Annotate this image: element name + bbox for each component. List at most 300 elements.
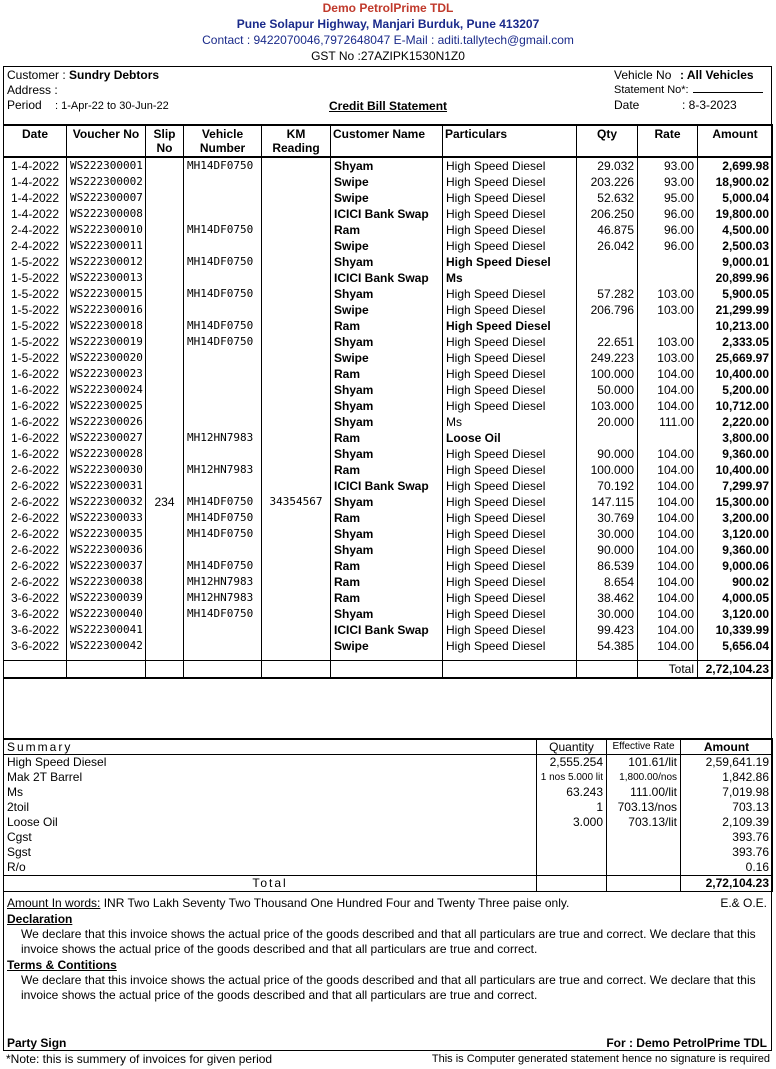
summary-cell-item: Cgst <box>4 830 537 845</box>
cell-date: 2-6-2022 <box>4 494 67 510</box>
cell-voucher: WS222300010 <box>67 222 146 238</box>
cell-amount: 3,200.00 <box>698 510 773 526</box>
cell-vehicle <box>184 398 262 414</box>
party-sign: Party Sign <box>7 1036 67 1050</box>
table-row <box>4 638 773 654</box>
cell-km <box>262 638 331 654</box>
items-table <box>3 124 773 679</box>
summary-cell-item: R/o <box>4 860 537 876</box>
cell-customer: Shyam <box>331 606 443 622</box>
cell-particulars: High Speed Diesel <box>443 206 577 222</box>
cell-particulars: High Speed Diesel <box>443 190 577 206</box>
cell-voucher: WS222300015 <box>67 286 146 302</box>
cell-amount: 5,200.00 <box>698 382 773 398</box>
document-title: Credit Bill Statement <box>329 99 448 113</box>
table-row <box>4 398 773 414</box>
summary-col-quantity: Quantity <box>537 739 607 755</box>
cell-amount: 20,899.96 <box>698 270 773 286</box>
cell-customer: Ram <box>331 510 443 526</box>
signature-row <box>7 1036 767 1051</box>
summary-cell-rate <box>607 845 681 860</box>
total-empty-cell <box>184 661 262 679</box>
terms-section <box>7 958 767 1003</box>
col-date: Date <box>4 125 67 157</box>
cell-km <box>262 430 331 446</box>
cell-vehicle <box>184 206 262 222</box>
table-row <box>4 462 773 478</box>
cell-particulars: High Speed Diesel <box>443 174 577 190</box>
cell-rate: 93.00 <box>638 157 698 174</box>
cell-particulars: High Speed Diesel <box>443 478 577 494</box>
cell-voucher: WS222300011 <box>67 238 146 254</box>
customer-label: Customer : <box>7 68 66 82</box>
summary-cell-item: High Speed Diesel <box>4 755 537 771</box>
cell-particulars: High Speed Diesel <box>443 590 577 606</box>
table-row <box>4 510 773 526</box>
cell-km <box>262 526 331 542</box>
cell-km <box>262 606 331 622</box>
cell-rate: 104.00 <box>638 382 698 398</box>
cell-particulars: High Speed Diesel <box>443 542 577 558</box>
table-row <box>4 414 773 430</box>
cell-rate: 93.00 <box>638 174 698 190</box>
summary-cell-amount: 0.16 <box>681 860 773 876</box>
cell-date: 1-6-2022 <box>4 382 67 398</box>
summary-cell-quantity: 3.000 <box>537 815 607 830</box>
cell-customer: Shyam <box>331 334 443 350</box>
summary-cell-amount: 703.13 <box>681 800 773 815</box>
col-km: KM Reading <box>262 125 331 157</box>
cell-date: 1-4-2022 <box>4 206 67 222</box>
period-label: Period <box>7 98 42 112</box>
words-value: INR Two Lakh Seventy Two Thousand One Hundred Four and Twenty Three paise only. <box>103 896 570 910</box>
table-row <box>4 302 773 318</box>
cell-vehicle: MH12HN7983 <box>184 462 262 478</box>
cell-qty: 26.042 <box>577 238 638 254</box>
summary-cell-quantity: 2,555.254 <box>537 755 607 771</box>
cell-qty: 100.000 <box>577 462 638 478</box>
cell-rate <box>638 270 698 286</box>
cell-vehicle <box>184 382 262 398</box>
cell-slip <box>146 382 184 398</box>
cell-amount: 5,000.04 <box>698 190 773 206</box>
cell-slip <box>146 510 184 526</box>
cell-customer: Shyam <box>331 286 443 302</box>
cell-rate: 104.00 <box>638 622 698 638</box>
computer-note: This is Computer generated statement hence no signature is required <box>431 1053 770 1065</box>
cell-customer: Shyam <box>331 382 443 398</box>
cell-particulars: High Speed Diesel <box>443 606 577 622</box>
table-row <box>4 270 773 286</box>
cell-particulars: High Speed Diesel <box>443 558 577 574</box>
summary-cell-rate <box>607 830 681 845</box>
cell-customer: ICICI Bank Swap <box>331 622 443 638</box>
cell-qty: 249.223 <box>577 350 638 366</box>
cell-customer: Ram <box>331 430 443 446</box>
cell-customer: ICICI Bank Swap <box>331 270 443 286</box>
cell-slip <box>146 302 184 318</box>
document-header <box>0 0 776 64</box>
gst-number: GST No :27AZIPK1530N1Z0 <box>311 49 465 63</box>
cell-qty: 86.539 <box>577 558 638 574</box>
table-row <box>4 174 773 190</box>
table-row <box>4 446 773 462</box>
cell-voucher: WS222300018 <box>67 318 146 334</box>
cell-slip <box>146 206 184 222</box>
cell-customer: Ram <box>331 222 443 238</box>
cell-slip <box>146 254 184 270</box>
summary-table <box>3 738 773 892</box>
cell-vehicle <box>184 478 262 494</box>
cell-particulars: High Speed Diesel <box>443 510 577 526</box>
cell-slip <box>146 638 184 654</box>
cell-slip <box>146 190 184 206</box>
summary-cell-amount: 2,109.39 <box>681 815 773 830</box>
cell-slip <box>146 366 184 382</box>
table-row <box>4 254 773 270</box>
cell-rate: 96.00 <box>638 222 698 238</box>
cell-voucher: WS222300002 <box>67 174 146 190</box>
cell-rate: 104.00 <box>638 574 698 590</box>
cell-vehicle <box>184 270 262 286</box>
cell-slip <box>146 542 184 558</box>
col-vehicle: Vehicle Number <box>184 125 262 157</box>
cell-km <box>262 446 331 462</box>
cell-amount: 2,333.05 <box>698 334 773 350</box>
cell-km <box>262 510 331 526</box>
cell-amount: 7,299.97 <box>698 478 773 494</box>
cell-date: 3-6-2022 <box>4 622 67 638</box>
cell-km <box>262 174 331 190</box>
cell-rate: 103.00 <box>638 334 698 350</box>
cell-voucher: WS222300036 <box>67 542 146 558</box>
cell-customer: Shyam <box>331 446 443 462</box>
company-contact: Contact : 9422070046,7972648047 E-Mail : aditi.tallytech@gmail.com <box>202 33 574 47</box>
cell-amount: 21,299.99 <box>698 302 773 318</box>
table-row <box>4 238 773 254</box>
statement-label: Statement No*: <box>614 84 689 96</box>
summary-col-amount: Amount <box>681 739 773 755</box>
cell-qty: 30.000 <box>577 606 638 622</box>
total-empty-cell <box>262 661 331 679</box>
cell-customer: Ram <box>331 574 443 590</box>
cell-km <box>262 254 331 270</box>
cell-km <box>262 398 331 414</box>
cell-amount: 4,500.00 <box>698 222 773 238</box>
cell-vehicle: MH14DF0750 <box>184 510 262 526</box>
cell-rate: 104.00 <box>638 606 698 622</box>
cell-date: 1-6-2022 <box>4 414 67 430</box>
cell-voucher: WS222300039 <box>67 590 146 606</box>
cell-km <box>262 206 331 222</box>
cell-km <box>262 190 331 206</box>
col-particulars: Particulars <box>443 125 577 157</box>
cell-slip <box>146 350 184 366</box>
cell-date: 1-5-2022 <box>4 334 67 350</box>
cell-qty <box>577 430 638 446</box>
date-value: : 8-3-2023 <box>682 98 737 112</box>
cell-rate: 104.00 <box>638 366 698 382</box>
cell-date: 1-6-2022 <box>4 430 67 446</box>
summary-cell-quantity <box>537 845 607 860</box>
cell-vehicle: MH12HN7983 <box>184 574 262 590</box>
table-row <box>4 526 773 542</box>
cell-slip <box>146 334 184 350</box>
cell-amount: 10,213.00 <box>698 318 773 334</box>
cell-particulars: High Speed Diesel <box>443 302 577 318</box>
cell-vehicle <box>184 414 262 430</box>
cell-date: 1-6-2022 <box>4 398 67 414</box>
summary-cell-item: Ms <box>4 785 537 800</box>
cell-slip <box>146 222 184 238</box>
summary-cell-amount: 1,842.86 <box>681 770 773 785</box>
cell-customer: Swipe <box>331 302 443 318</box>
table-row <box>4 318 773 334</box>
summary-row <box>4 845 773 860</box>
cell-amount: 10,400.00 <box>698 462 773 478</box>
summary-row <box>4 830 773 845</box>
cell-particulars: High Speed Diesel <box>443 622 577 638</box>
cell-km <box>262 350 331 366</box>
cell-amount: 2,220.00 <box>698 414 773 430</box>
cell-rate: 104.00 <box>638 638 698 654</box>
cell-date: 2-6-2022 <box>4 510 67 526</box>
table-row <box>4 590 773 606</box>
cell-amount: 9,000.06 <box>698 558 773 574</box>
cell-qty: 52.632 <box>577 190 638 206</box>
cell-rate <box>638 430 698 446</box>
summary-cell-rate: 111.00/lit <box>607 785 681 800</box>
cell-date: 2-6-2022 <box>4 462 67 478</box>
cell-amount: 9,000.01 <box>698 254 773 270</box>
table-row <box>4 542 773 558</box>
cell-vehicle <box>184 190 262 206</box>
summary-body <box>4 755 773 892</box>
cell-vehicle: MH14DF0750 <box>184 526 262 542</box>
table-row <box>4 494 773 510</box>
cell-particulars: High Speed Diesel <box>443 254 577 270</box>
col-rate: Rate <box>638 125 698 157</box>
cell-customer: Ram <box>331 590 443 606</box>
summary-cell-quantity: 63.243 <box>537 785 607 800</box>
cell-qty: 8.654 <box>577 574 638 590</box>
cell-qty: 90.000 <box>577 542 638 558</box>
cell-qty: 203.226 <box>577 174 638 190</box>
cell-km <box>262 574 331 590</box>
cell-date: 2-6-2022 <box>4 478 67 494</box>
cell-amount: 18,900.02 <box>698 174 773 190</box>
cell-particulars: High Speed Diesel <box>443 157 577 174</box>
col-customer: Customer Name <box>331 125 443 157</box>
cell-qty: 20.000 <box>577 414 638 430</box>
cell-vehicle: MH14DF0750 <box>184 286 262 302</box>
cell-km <box>262 302 331 318</box>
summary-row <box>4 815 773 830</box>
cell-km <box>262 334 331 350</box>
cell-customer: Swipe <box>331 174 443 190</box>
cell-voucher: WS222300041 <box>67 622 146 638</box>
cell-vehicle: MH14DF0750 <box>184 318 262 334</box>
summary-cell-quantity <box>537 830 607 845</box>
cell-voucher: WS222300038 <box>67 574 146 590</box>
cell-qty: 100.000 <box>577 366 638 382</box>
cell-vehicle <box>184 366 262 382</box>
cell-particulars: High Speed Diesel <box>443 382 577 398</box>
cell-voucher: WS222300012 <box>67 254 146 270</box>
cell-qty: 54.385 <box>577 638 638 654</box>
declaration-text: We declare that this invoice shows the actual price of the goods described and that all particulars are true and correct. We declare that this invoice shows the actual price of the goods described and that all particulars are true and correct. <box>21 927 756 956</box>
table-row <box>4 478 773 494</box>
cell-date: 2-6-2022 <box>4 558 67 574</box>
cell-vehicle: MH14DF0750 <box>184 494 262 510</box>
table-row <box>4 574 773 590</box>
summary-row <box>4 860 773 876</box>
cell-voucher: WS222300023 <box>67 366 146 382</box>
cell-customer: Ram <box>331 366 443 382</box>
amount-in-words <box>7 896 767 911</box>
cell-customer: Shyam <box>331 157 443 174</box>
cell-vehicle: MH14DF0750 <box>184 558 262 574</box>
cell-particulars: High Speed Diesel <box>443 366 577 382</box>
cell-qty: 38.462 <box>577 590 638 606</box>
cell-customer: Swipe <box>331 350 443 366</box>
cell-vehicle <box>184 638 262 654</box>
cell-amount: 3,800.00 <box>698 430 773 446</box>
cell-amount: 19,800.00 <box>698 206 773 222</box>
cell-customer: Swipe <box>331 238 443 254</box>
cell-slip: 234 <box>146 494 184 510</box>
cell-particulars: High Speed Diesel <box>443 318 577 334</box>
vehicle-label: Vehicle No <box>614 68 672 82</box>
cell-vehicle: MH12HN7983 <box>184 590 262 606</box>
cell-km <box>262 462 331 478</box>
cell-qty: 103.000 <box>577 398 638 414</box>
period-value: : 1-Apr-22 to 30-Jun-22 <box>55 100 169 112</box>
cell-date: 2-6-2022 <box>4 526 67 542</box>
footer-note: *Note: this is summery of invoices for given period <box>6 1052 273 1066</box>
summary-cell-quantity: 1 <box>537 800 607 815</box>
cell-slip <box>146 590 184 606</box>
cell-amount: 10,712.00 <box>698 398 773 414</box>
cell-customer: Swipe <box>331 190 443 206</box>
summary-cell-quantity <box>537 860 607 876</box>
total-label: Total <box>638 661 698 679</box>
cell-slip <box>146 318 184 334</box>
summary-row <box>4 770 773 785</box>
total-empty-cell <box>331 661 443 679</box>
total-empty-cell <box>577 661 638 679</box>
cell-date: 1-6-2022 <box>4 446 67 462</box>
summary-cell-rate: 703.13/lit <box>607 815 681 830</box>
total-empty-cell <box>443 661 577 679</box>
cell-amount: 900.02 <box>698 574 773 590</box>
cell-customer: ICICI Bank Swap <box>331 478 443 494</box>
cell-slip <box>146 606 184 622</box>
declaration-title: Declaration <box>7 912 73 926</box>
cell-voucher: WS222300030 <box>67 462 146 478</box>
cell-amount: 5,656.04 <box>698 638 773 654</box>
cell-voucher: WS222300032 <box>67 494 146 510</box>
col-slip: Slip No <box>146 125 184 157</box>
for-company: For : Demo PetrolPrime TDL <box>606 1036 767 1050</box>
cell-km <box>262 157 331 174</box>
cell-date: 1-5-2022 <box>4 254 67 270</box>
total-empty-cell <box>146 661 184 679</box>
summary-title: Summary <box>4 739 537 755</box>
cell-km <box>262 542 331 558</box>
cell-particulars: High Speed Diesel <box>443 574 577 590</box>
cell-slip <box>146 446 184 462</box>
cell-qty: 206.250 <box>577 206 638 222</box>
address-label: Address : <box>7 83 58 97</box>
cell-qty: 147.115 <box>577 494 638 510</box>
cell-amount: 4,000.05 <box>698 590 773 606</box>
cell-customer: Swipe <box>331 638 443 654</box>
cell-vehicle <box>184 446 262 462</box>
cell-particulars: High Speed Diesel <box>443 526 577 542</box>
cell-particulars: High Speed Diesel <box>443 238 577 254</box>
cell-km <box>262 270 331 286</box>
table-row <box>4 366 773 382</box>
cell-voucher: WS222300016 <box>67 302 146 318</box>
cell-voucher: WS222300042 <box>67 638 146 654</box>
words-label: Amount In words: <box>7 896 101 910</box>
cell-km <box>262 238 331 254</box>
items-body <box>4 157 773 678</box>
cell-particulars: Loose Oil <box>443 430 577 446</box>
cell-slip <box>146 238 184 254</box>
cell-rate: 103.00 <box>638 350 698 366</box>
cell-qty: 50.000 <box>577 382 638 398</box>
cell-vehicle: MH14DF0750 <box>184 157 262 174</box>
cell-rate <box>638 254 698 270</box>
cell-date: 1-5-2022 <box>4 286 67 302</box>
table-row <box>4 157 773 174</box>
items-header-row <box>4 125 773 157</box>
cell-rate: 103.00 <box>638 286 698 302</box>
cell-slip <box>146 286 184 302</box>
eoe-label: E.& O.E. <box>720 896 767 910</box>
cell-qty <box>577 254 638 270</box>
declaration-section <box>7 912 767 957</box>
cell-vehicle <box>184 302 262 318</box>
summary-cell-rate: 1,800.00/nos <box>607 770 681 785</box>
cell-slip <box>146 478 184 494</box>
col-qty: Qty <box>577 125 638 157</box>
table-row <box>4 222 773 238</box>
total-empty-cell <box>67 661 146 679</box>
cell-voucher: WS222300026 <box>67 414 146 430</box>
cell-date: 1-5-2022 <box>4 350 67 366</box>
cell-particulars: High Speed Diesel <box>443 446 577 462</box>
cell-date: 2-4-2022 <box>4 238 67 254</box>
table-row <box>4 558 773 574</box>
cell-amount: 9,360.00 <box>698 542 773 558</box>
cell-slip <box>146 174 184 190</box>
cell-amount: 9,360.00 <box>698 446 773 462</box>
cell-slip <box>146 414 184 430</box>
table-row <box>4 622 773 638</box>
cell-voucher: WS222300019 <box>67 334 146 350</box>
summary-cell-amount: 393.76 <box>681 830 773 845</box>
summary-cell-rate <box>607 860 681 876</box>
cell-qty: 57.282 <box>577 286 638 302</box>
cell-rate: 104.00 <box>638 478 698 494</box>
note-row <box>6 1052 770 1067</box>
terms-title: Terms & Contitions <box>7 958 117 972</box>
cell-voucher: WS222300025 <box>67 398 146 414</box>
cell-slip <box>146 462 184 478</box>
